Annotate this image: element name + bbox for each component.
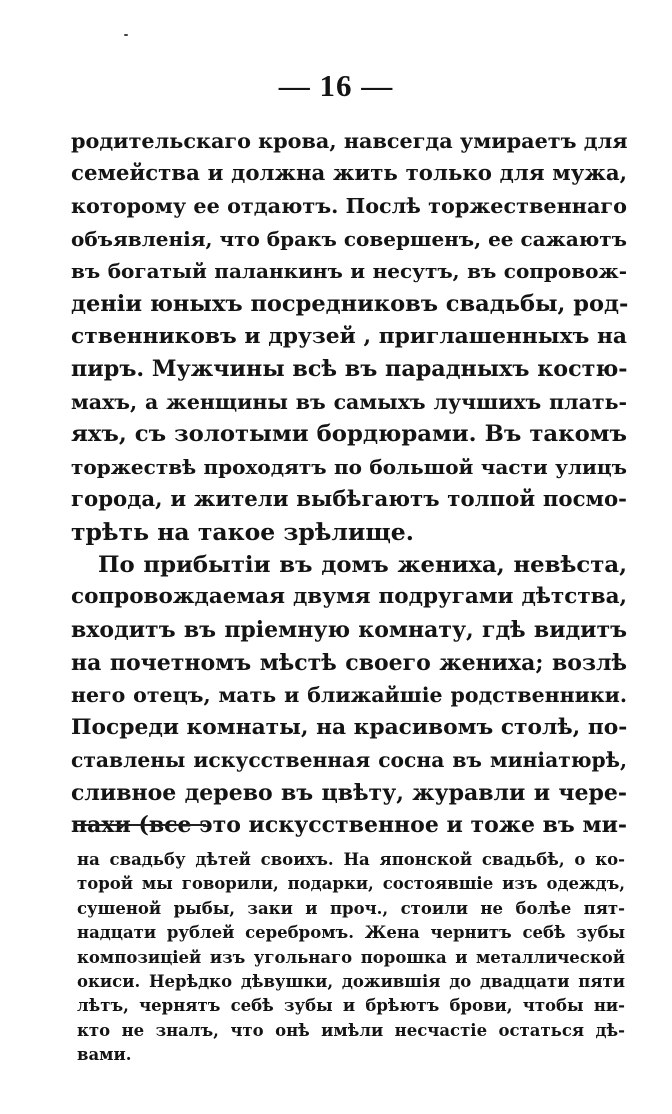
footnote-line: торой мы говорили, подарки, состоявшіе изъ одеждъ, bbox=[77, 874, 625, 894]
text-line: ставлены искусственная сосна въ миніатюрѣ, bbox=[71, 748, 627, 773]
text-line: него отецъ, мать и ближайшіе родственники. bbox=[71, 683, 627, 708]
footnote bbox=[77, 848, 625, 1068]
text-line: трѣть на такое зрѣлище. bbox=[71, 518, 414, 547]
text-line: сопровождаемая двумя подругами дѣтства, bbox=[71, 584, 627, 610]
footnote-line: композиціей изъ угольнаго порошка и металлической bbox=[77, 947, 625, 967]
text-line: входитъ въ пріемную комнату, гдѣ видитъ bbox=[71, 616, 627, 643]
footnote-line: кто не зналъ, что онѣ имѣли несчастіе остаться дѣ- bbox=[77, 1020, 625, 1040]
text-line: которому ее отдаютъ. Послѣ торжественнаго bbox=[71, 194, 627, 219]
text-line: родительскаго крова, навсегда умираетъ для bbox=[71, 129, 628, 153]
footnote-line: на свадьбу дѣтей своихъ. На японской свадьбѣ, о ко- bbox=[77, 850, 625, 869]
text-line: на почетномъ мѣстѣ своего жениха; возлѣ bbox=[71, 649, 627, 676]
footnote-line: сушеной рыбы, заки и проч., стоили не болѣе пят- bbox=[77, 898, 625, 918]
text-line: въ богатый паланкинъ и несутъ, въ сопровож- bbox=[71, 259, 627, 284]
text-line: пахи (все это искусственное и тоже въ ми- bbox=[71, 812, 628, 839]
text-line: ственниковъ и друзей , приглашенныхъ на bbox=[71, 323, 627, 349]
footnote-line: окиси. Нерѣдко дѣвушки, дожившія до двадцати пяти bbox=[77, 971, 625, 991]
text-line: пиръ. Мужчины всѣ въ парадныхъ костю- bbox=[71, 356, 628, 383]
text-line: Посреди комнаты, на красивомъ столѣ, по- bbox=[71, 714, 628, 740]
paragraph-first-line: По прибытіи въ домъ жениха, невѣста, bbox=[98, 551, 627, 578]
footnote-line: вами. bbox=[77, 1045, 132, 1065]
text-line: деніи юныхъ посредниковъ свадьбы, род- bbox=[71, 290, 629, 317]
footnote-line: надцати рублей серебромъ. Жена чернитъ себѣ зубы bbox=[77, 923, 625, 943]
text-line: сливное дерево въ цвѣту, журавли и чере- bbox=[71, 779, 627, 806]
main-text bbox=[71, 125, 627, 842]
text-line: объявленія, что бракъ совершенъ, ее сажаютъ bbox=[71, 226, 628, 251]
footnote-line: лѣтъ, чернятъ себѣ зубы и брѣютъ брови, чтобы ни- bbox=[77, 996, 625, 1016]
text-line: города, и жители выбѣгаютъ толпой посмо- bbox=[71, 486, 627, 512]
ink-speck bbox=[124, 34, 128, 36]
text-line: махъ, а женщины въ самыхъ лучшихъ плать- bbox=[71, 389, 627, 414]
page-number: — 16 — bbox=[278, 68, 394, 103]
text-line: семейства и должна жить только для мужа, bbox=[71, 160, 627, 186]
text-line: яхъ, съ золотыми бордюрами. Въ такомъ bbox=[71, 421, 627, 448]
text-line: торжествѣ проходятъ по большой части улицъ bbox=[71, 454, 627, 479]
footnote-divider bbox=[74, 824, 206, 826]
